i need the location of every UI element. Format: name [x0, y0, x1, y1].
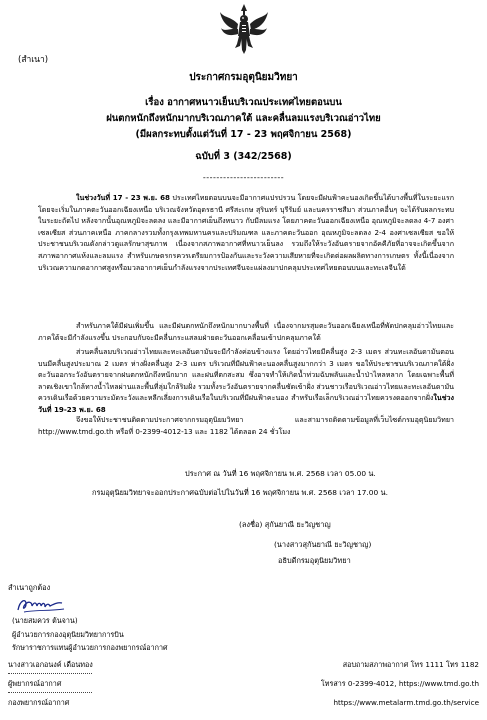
signed-line: (ลงชื่อ) สุกันยาณี ยะวิญชาญ [239, 520, 331, 529]
handwritten-signature-icon [14, 594, 76, 616]
signatory-position: อธิบดีกรมอุตุนิยมวิทยา [278, 556, 351, 565]
paragraph-1-text: ประเทศไทยตอนบนจะมีอากาศแปรปรวน โดยจะมีฝนฟ้าคะนองเกิดขึ้นได้บางพื้นที่ในระยะแรก โดยจะเริ่มในภาคตะวันออกเฉียงเหนือ บริเวณจังหวัดอุดรธานี ศรีสะเกษ สุรินทร์ บุรีรัมย์ และนครราชสีมา ส่วนภาคอื่นๆ จะได้รับผลกระทบในระยะถัดไป หลังจากนั้นอุณหภูมิจะลดลง และมีอากาศเย็นถึงหนาว กับมีลมแรง โดยภาคตะวันออกเฉียงเหนือ อุณหภูมิจะลดลง 4-7 องศาเซลเซียส ส่วนภาคเหนือ ภาคกลางรวมทั้งกรุงเทพมหานครและปริมณฑล และภาคตะวันออก อุณหภูมิจะลดลง 2-4 องศาเซลเซียส ขอให้ประชาชนบริเวณดังกล่าวดูแลรักษาสุขภาพ เนื่องจากสภาพอากาศที่หนาวเย็นลง รวมถึงให้ระวังอันตรายจากอัคคีภัยที่อาจจะเกิดขึ้นจากสภาพอากาศแห้งและลมแรง สำหรับเกษตรกรควรเตรียมการป้องกันและระวังความเสียหายที่จะเกิดต่อผลผลิตทางการเกษตร ทั้งนี้เนื่องจากบริเวณความกดอากาศสูงหรือมวลอากาศเย็นกำลังแรงจากประเทศจีนจะแผ่ลงมาปกคลุมประเทศไทยตอนบนและทะเลจีนใต้ [38, 193, 454, 272]
garuda-emblem-icon [218, 2, 270, 56]
footer-forecaster-title: ผู้พยากรณ์อากาศ [8, 679, 62, 688]
subject-line-3: (มีผลกระทบตั้งแต่วันที่ 17 - 23 พฤศจิกายน 2568) [135, 129, 352, 140]
paragraph-3-bold: ในช่วงวันที่ 19-23 พ.ย. 68 [38, 393, 454, 414]
paragraph-1 [38, 192, 454, 273]
footer-forecaster-name: นางสาวเอกอนงค์ เดือนทอง [8, 660, 93, 669]
certifier-name: (นายสมควร ต้นจาน) [12, 616, 78, 625]
subject-line-2: ฝนตกหนักถึงหนักมากบริเวณภาคใต้ และคลื่นลมแรงบริเวณอ่าวไทย [106, 113, 381, 124]
paragraph-2 [38, 320, 454, 343]
paragraph-4-text: จึงขอให้ประชาชนติดตามประกาศจากกรมอุตุนิยมวิทยา และสามารถติดตามข้อมูลที่เว็บไซต์กรมอุตุนิยมวิทยา http://www.tmd.go.th หรือที่ 0-2399-4012-13 และ 1182 ได้ตลอด 24 ชั่วโมง [38, 415, 454, 436]
issue-number: ฉบับที่ 3 (342/2568) [195, 151, 292, 162]
certifier-position-1: ผู้อำนวยการกองอุตุนิยมวิทยาการบิน [12, 630, 124, 639]
footer-fax-website: โทรสาร 0-2399-4012, https://www.tmd.go.th [320, 679, 479, 688]
paragraph-1-lead: ในช่วงวันที่ 17 - 23 พ.ย. 68 [76, 193, 170, 202]
paragraph-3 [38, 346, 454, 416]
announcement-title: ประกาศกรมอุตุนิยมวิทยา [189, 72, 298, 83]
paragraph-3-text: ส่วนคลื่นลมบริเวณอ่าวไทยและทะเลอันดามันจะมีกำลังค่อนข้างแรง โดยอ่าวไทยมีคลื่นสูง 2-3 เมตร ส่วนทะเลอันดามันตอนบนมีคลื่นสูงประมาณ 2 เมตร ห่างฝั่งคลื่นสูง 2-3 เมตร บริเวณที่มีฝนฟ้าคะนองคลื่นสูงมากกว่า 3 เมตร ขอให้ประชาชนบริเวณภาคใต้ฝั่งตะวันออกระวังอันตรายจากฝนตกหนักถึงหนักมาก และฝนที่ตกสะสม ซึ่งอาจทำให้เกิดน้ำท่วมฉับพลันและน้ำป่าไหลหลาก โดยเฉพาะพื้นที่ลาดเชิงเขาใกล้ทางน้ำไหลผ่านและพื้นที่ลุ่มใกล้ริมฝั่ง รวมทั้งระวังอันตรายจากคลื่นซัดเข้าฝั่ง ส่วนชาวเรือบริเวณอ่าวไทยและทะเลอันดามันควรเดินเรือด้วยความระมัดระวังและหลีกเลี่ยงการเดินเรือในบริเวณที่มีฝนฟ้าคะนอง สำหรับเรือเล็กบริเวณอ่าวไทยควรงดออกจากฝั่ง [38, 347, 454, 403]
footer-phone: สอบถามสภาพอากาศ โทร 1111 โทร 1182 [342, 660, 479, 669]
footer-service-link: https://www.metalarm.tmd.go.th/service [333, 698, 479, 707]
copy-mark: (สำเนา) [18, 55, 49, 65]
paragraph-2-text: สำหรับภาคใต้มีฝนเพิ่มขึ้น และมีฝนตกหนักถึงหนักมากบางพื้นที่ เนื่องจากมรสุมตะวันออกเฉียงเหนือที่พัดปกคลุมอ่าวไทยและภาคใต้จะมีกำลังแรงขึ้น ประกอบกับจะมีคลื่นกระแสลมฝ่ายตะวันออกเคลื่อนเข้าปกคลุมภาคใต้ [38, 321, 454, 342]
footer-divider [8, 673, 92, 674]
subject-line-1: เรื่อง อากาศหนาวเย็นบริเวณประเทศไทยตอนบน [145, 97, 342, 108]
announced-date: ประกาศ ณ วันที่ 16 พฤศจิกายน พ.ศ. 2568 เวลา 05.00 น. [185, 469, 376, 478]
separator: ------------------------ [202, 173, 285, 182]
signatory-name: (นางสาวสุกันยาณี ยะวิญชาญ) [274, 540, 372, 549]
certified-copy-label: สำเนาถูกต้อง [8, 583, 51, 592]
paragraph-4 [38, 414, 454, 437]
footer-divider [8, 692, 92, 693]
next-issue-date: กรมอุตุนิยมวิทยาจะออกประกาศฉบับต่อไปในวันที่ 16 พฤศจิกายน พ.ศ. 2568 เวลา 17.00 น. [92, 488, 388, 497]
footer-division: กองพยากรณ์อากาศ [8, 698, 70, 707]
certifier-position-2: รักษาราชการแทนผู้อำนวยการกองพยากรณ์อากาศ [12, 643, 168, 652]
